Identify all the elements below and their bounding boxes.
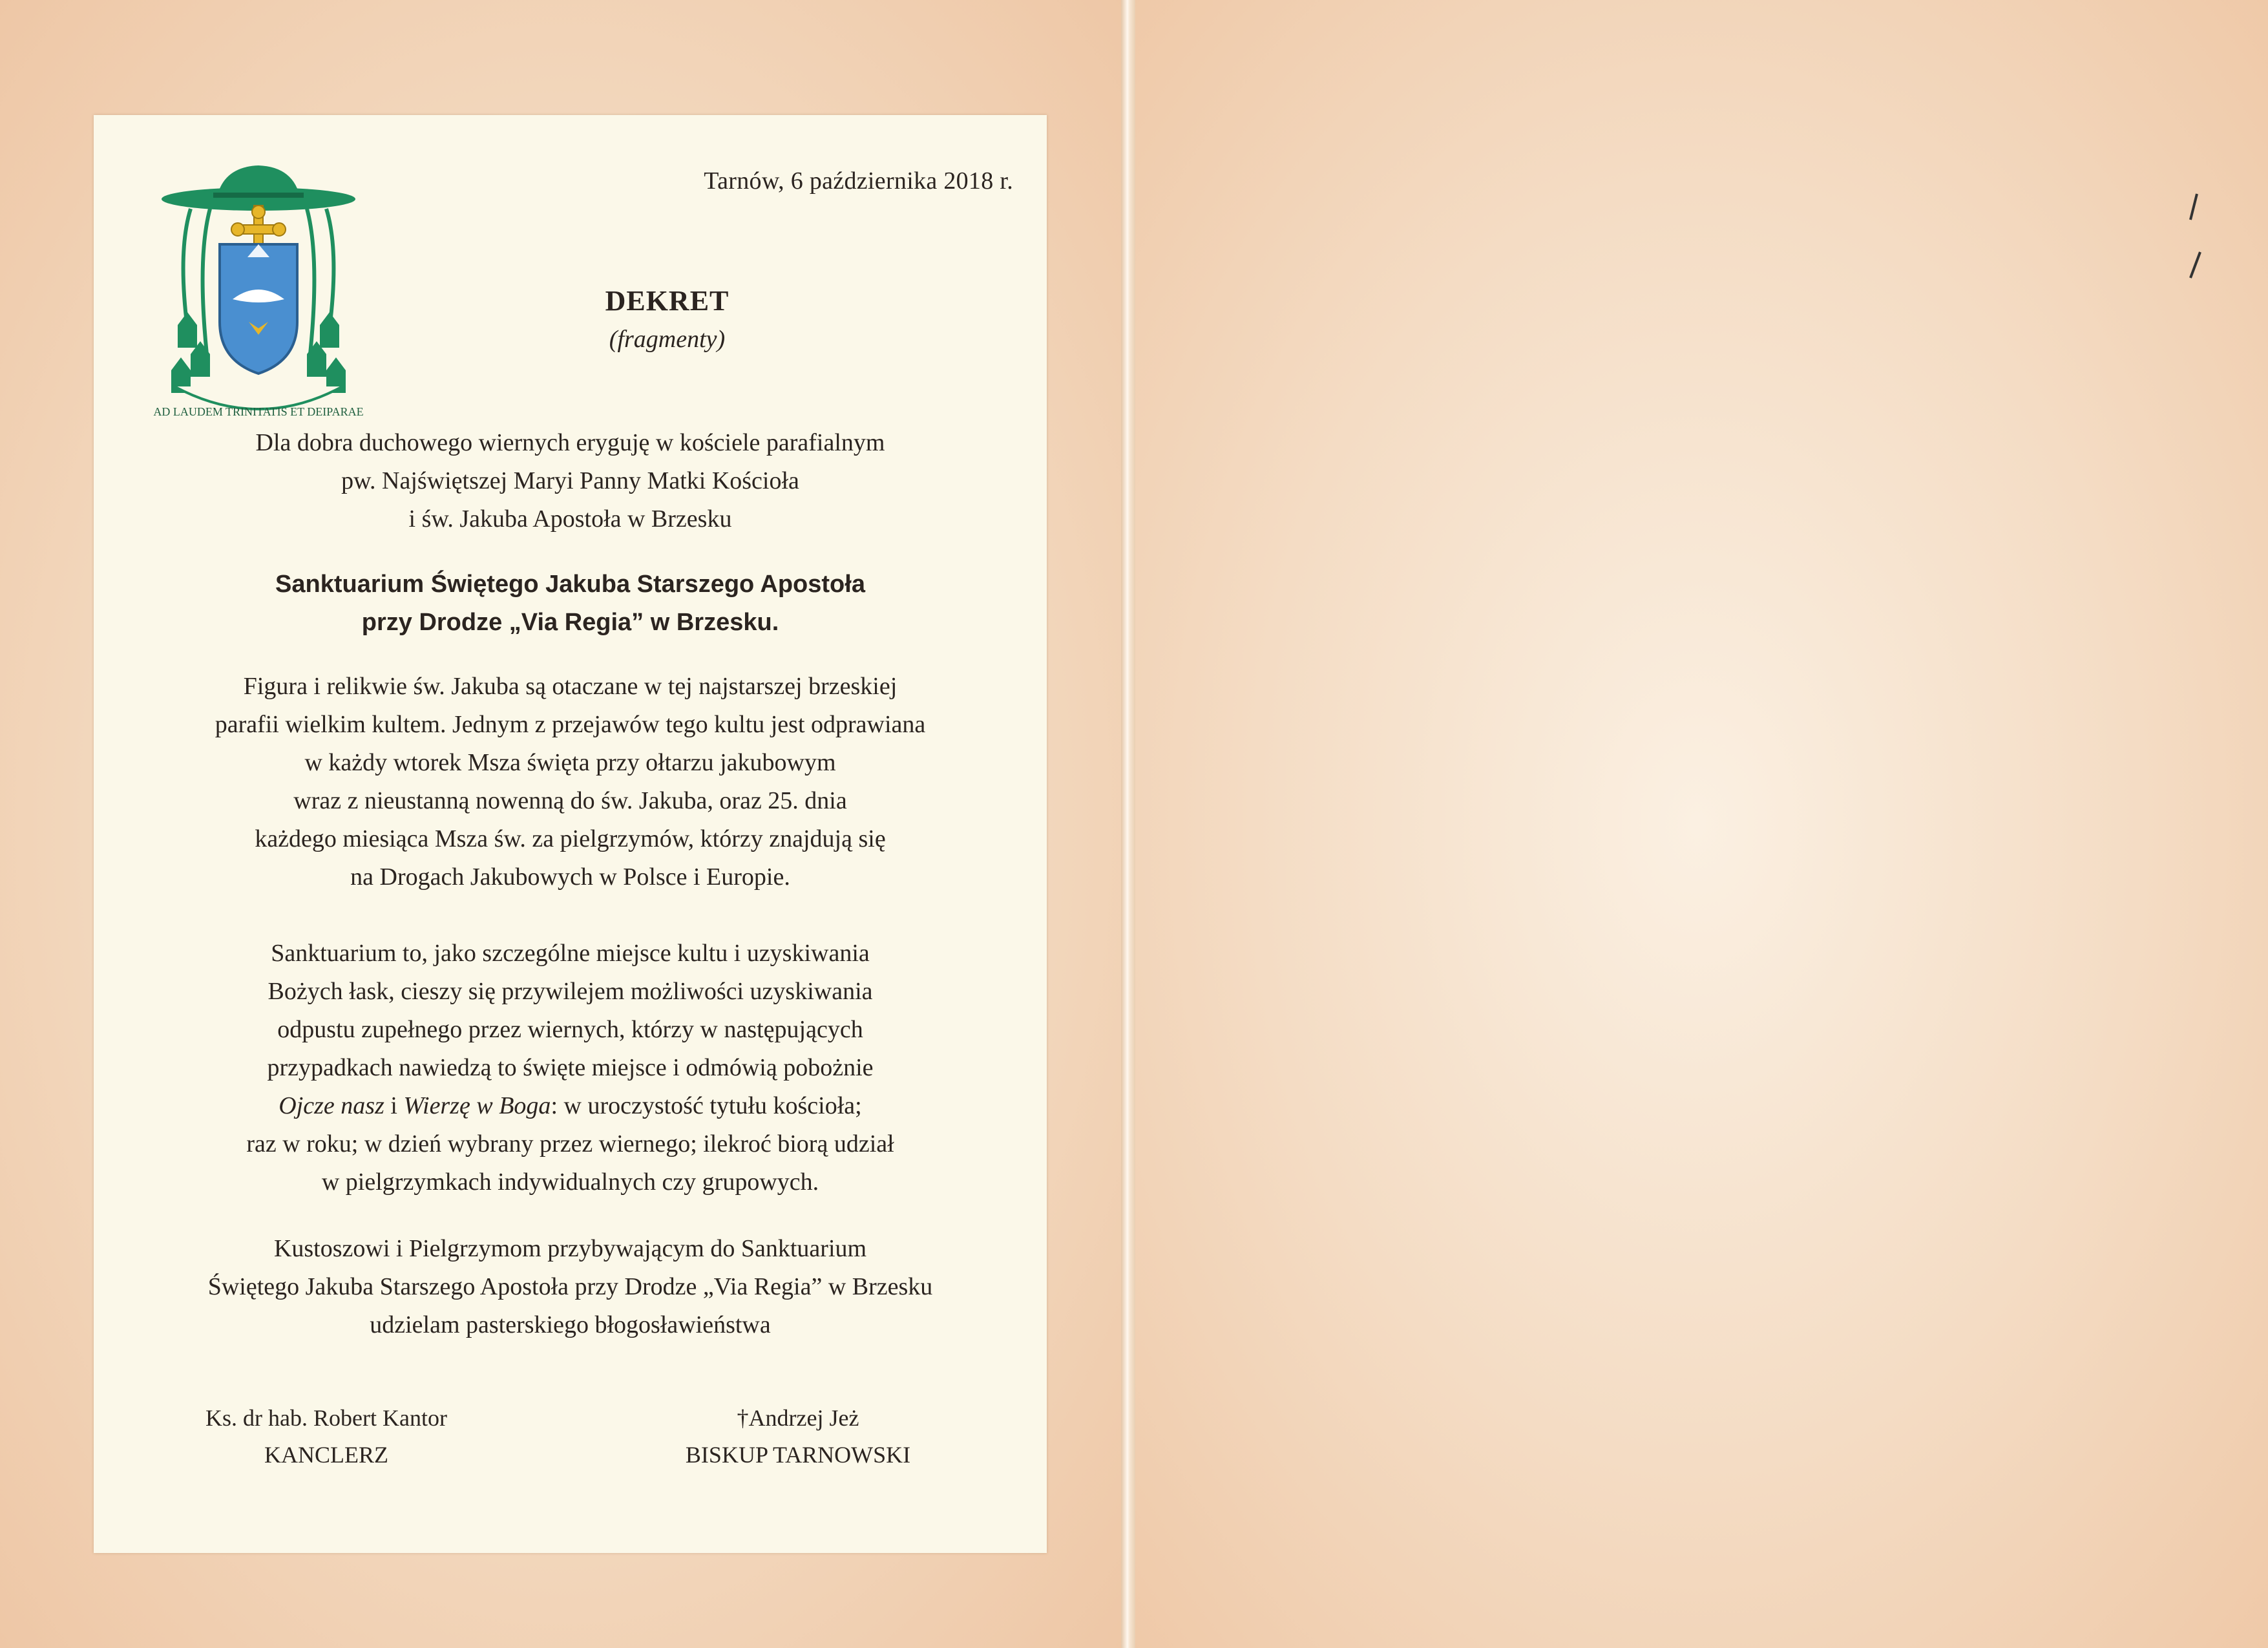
text-line: Bożych łask, cieszy się przywilejem możliwości uzyskiwania [268, 978, 873, 1005]
text-line [120, 1087, 1021, 1125]
fold-crease [1121, 0, 1135, 1648]
chancellor-name: Ks. dr hab. Robert Kantor [205, 1405, 447, 1431]
text-line: w pielgrzymkach indywidualnych czy grupowych. [321, 1168, 819, 1196]
text-line: i św. Jakuba Apostoła w Brzesku [408, 505, 732, 533]
text-line: Kustoszowi i Pielgrzymom przybywającym do Sanktuarium [273, 1235, 867, 1262]
text-line: w każdy wtorek Msza święta przy ołtarzu jakubowym [304, 749, 836, 776]
sanctuary-name [113, 565, 1027, 642]
prayer-name: Ojcze nasz [278, 1092, 384, 1119]
text-line: Sanktuarium Świętego Jakuba Starszego Apostoła [275, 571, 865, 598]
text-line: na Drogach Jakubowych w Polsce i Europie. [350, 863, 790, 891]
pen-mark-icon [2171, 187, 2216, 297]
text-line: Dla dobra duchowego wiernych eryguję w kościele parafialnym [255, 429, 885, 456]
text-line: Sanktuarium to, jako szczególne miejsce kultu i uzyskiwania [271, 940, 870, 967]
decree-paragraph-3 [120, 935, 1021, 1201]
text-line: każdego miesiąca Msza św. za pielgrzymów, którzy znajdują się [255, 825, 886, 852]
chancellor-signature-block [145, 1400, 507, 1474]
decree-date: Tarnów, 6 października 2018 r. [704, 167, 1013, 195]
text-line: pw. Najświętszej Maryi Panny Matki Kościoła [341, 467, 799, 494]
text-line: Figura i relikwie św. Jakuba są otaczane w tej najstarszej brzeskiej [243, 673, 898, 700]
text-line: raz w roku; w dzień wybrany przez wiernego; ilekroć biorą udział [246, 1130, 894, 1157]
left-sheet [0, 0, 1128, 1648]
prayer-name: Wierzę w Boga [403, 1092, 551, 1119]
chancellor-role: KANCLERZ [264, 1442, 388, 1468]
decree-paragraph-1 [120, 424, 1021, 538]
text-line: Świętego Jakuba Starszego Apostoła przy Drodze „Via Regia” w Brzesku [207, 1273, 933, 1300]
text-line: odpustu zupełnego przez wiernych, którzy w następujących [277, 1016, 863, 1043]
decree-subtitle: (fragmenty) [609, 326, 726, 353]
conjunction: i [384, 1092, 404, 1119]
bishop-name: †Andrzej Jeż [737, 1405, 859, 1431]
decree-panel [94, 115, 1047, 1553]
right-sheet [1128, 0, 2268, 1648]
text-line: udzielam pasterskiego błogosławieństwa [370, 1311, 771, 1338]
decree-title: DEKRET [605, 285, 730, 317]
text-fragment: : w uroczystość tytułu kościoła; [551, 1092, 862, 1119]
text-line: wraz z nieustanną nowenną do św. Jakuba, oraz 25. dnia [293, 787, 847, 814]
decree-paragraph-4 [120, 1230, 1021, 1344]
crest-motto: AD LAUDEM TRINITATIS ET DEIPARAE [153, 405, 364, 418]
text-line: przypadkach nawiedzą to święte miejsce i odmówią pobożnie [267, 1054, 874, 1081]
text-line: parafii wielkim kultem. Jednym z przejawów tego kultu jest odprawiana [215, 711, 926, 738]
text-line: przy Drodze „Via Regia” w Brzesku. [361, 609, 779, 636]
bishop-signature-block [598, 1400, 998, 1474]
decree-paragraph-2 [120, 668, 1021, 896]
bishop-role: BISKUP TARNOWSKI [685, 1442, 911, 1468]
